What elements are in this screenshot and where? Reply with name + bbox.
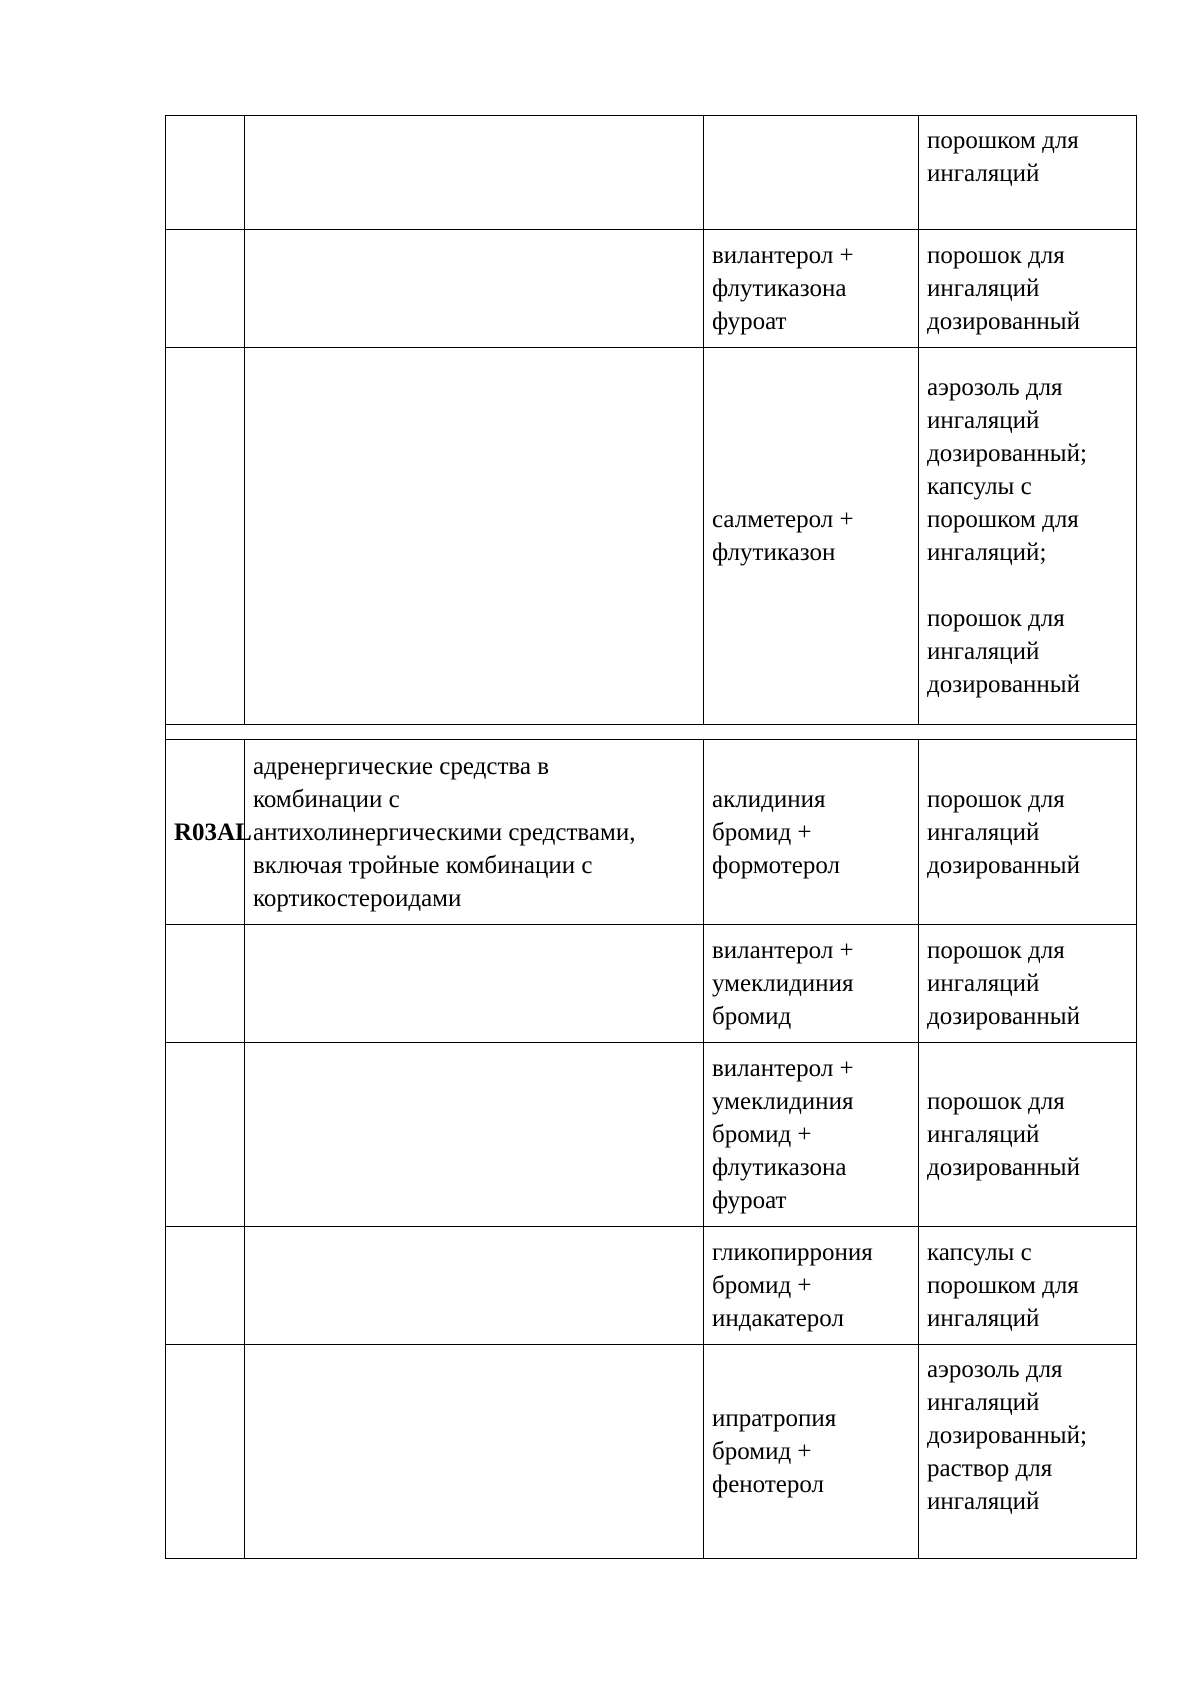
drug-line: формотерол bbox=[712, 851, 840, 879]
form-line: ингаляций bbox=[927, 970, 1040, 997]
form-cell bbox=[919, 740, 1137, 925]
spacer-cell bbox=[166, 725, 1137, 740]
drug-line: вилантерол + bbox=[712, 242, 854, 269]
group-cell bbox=[245, 925, 704, 1043]
atc-code-cell bbox=[166, 1345, 245, 1559]
form-line: порошок для bbox=[927, 937, 1065, 964]
group-cell bbox=[245, 116, 704, 230]
form-line: порошок для bbox=[927, 785, 1065, 813]
drug-line: умеклидиния bbox=[712, 1088, 854, 1115]
form-cell bbox=[919, 348, 1137, 725]
form-cell bbox=[919, 116, 1137, 230]
form-line: дозированный; bbox=[927, 440, 1087, 467]
table-row bbox=[166, 116, 1137, 230]
group-cell bbox=[245, 230, 704, 348]
form-cell bbox=[919, 925, 1137, 1043]
form-line: ингаляций bbox=[927, 160, 1040, 187]
group-line: адренергические средства в bbox=[253, 752, 550, 780]
drug-line: ипратропия bbox=[712, 1405, 837, 1432]
form-line: капсулы с bbox=[927, 473, 1032, 500]
drug-line: вилантерол + bbox=[712, 1055, 854, 1082]
table-row bbox=[166, 1227, 1137, 1345]
form-line: порошок для bbox=[927, 605, 1065, 632]
drug-line: салметерол + bbox=[712, 506, 854, 533]
drug-line: флутиказон bbox=[712, 539, 836, 566]
drug-line: фуроат bbox=[712, 308, 787, 335]
form-line: аэрозоль для bbox=[927, 1356, 1063, 1383]
table-row bbox=[166, 348, 1137, 725]
drug-cell bbox=[704, 116, 919, 230]
drug-line: гликопиррония bbox=[712, 1239, 873, 1266]
form-cell bbox=[919, 1043, 1137, 1227]
form-line: капсулы с bbox=[927, 1239, 1032, 1266]
table-row bbox=[166, 230, 1137, 348]
atc-code-cell bbox=[166, 348, 245, 725]
drug-cell bbox=[704, 348, 919, 725]
group-cell bbox=[245, 348, 704, 725]
form-line: дозированный bbox=[927, 671, 1080, 698]
drug-cell bbox=[704, 230, 919, 348]
form-line: раствор для bbox=[927, 1455, 1053, 1482]
drug-line: фуроат bbox=[712, 1187, 787, 1214]
group-cell bbox=[245, 740, 704, 925]
table-row bbox=[166, 740, 1137, 925]
form-line: ингаляций bbox=[927, 1389, 1040, 1416]
drug-line: фенотерол bbox=[712, 1471, 825, 1498]
form-line: ингаляций bbox=[927, 275, 1040, 302]
group-line: кортикостероидами bbox=[253, 884, 462, 912]
form-line: ингаляций; bbox=[927, 539, 1047, 566]
table-row bbox=[166, 1043, 1137, 1227]
drug-line: индакатерол bbox=[712, 1305, 844, 1332]
drug-line: бромид + bbox=[712, 1121, 812, 1148]
drug-line: бромид + bbox=[712, 1438, 812, 1465]
drug-line: бромид + bbox=[712, 1272, 812, 1299]
drug-cell bbox=[704, 740, 919, 925]
form-line: порошок для bbox=[927, 1088, 1065, 1115]
form-line: дозированный bbox=[927, 1003, 1080, 1030]
drug-line: флутиказона bbox=[712, 275, 847, 302]
drug-cell bbox=[704, 1227, 919, 1345]
drug-cell bbox=[704, 1345, 919, 1559]
drug-line: флутиказона bbox=[712, 1154, 847, 1181]
form-cell bbox=[919, 1345, 1137, 1559]
form-cell bbox=[919, 230, 1137, 348]
table-row bbox=[166, 925, 1137, 1043]
form-line: ингаляций bbox=[927, 1305, 1040, 1332]
drug-line: аклидиния bbox=[712, 785, 826, 813]
form-line: порошком для bbox=[927, 1272, 1079, 1299]
form-cell bbox=[919, 1227, 1137, 1345]
form-line: ингаляций bbox=[927, 818, 1040, 846]
drug-line: бромид bbox=[712, 1003, 792, 1030]
form-line: ингаляций bbox=[927, 638, 1040, 665]
form-line: дозированный bbox=[927, 1154, 1080, 1181]
group-cell bbox=[245, 1043, 704, 1227]
form-line: ингаляций bbox=[927, 1121, 1040, 1148]
form-line: дозированный; bbox=[927, 1422, 1087, 1449]
paragraph-gap bbox=[927, 569, 1128, 602]
group-cell bbox=[245, 1227, 704, 1345]
drug-line: вилантерол + bbox=[712, 937, 854, 964]
group-line: комбинации с bbox=[253, 785, 400, 813]
drug-line: умеклидиния bbox=[712, 970, 854, 997]
atc-code-cell bbox=[166, 1227, 245, 1345]
form-line: порошок для bbox=[927, 242, 1065, 269]
atc-code-cell bbox=[166, 1043, 245, 1227]
drug-line: бромид + bbox=[712, 818, 812, 846]
drug-cell bbox=[704, 925, 919, 1043]
drug-cell bbox=[704, 1043, 919, 1227]
form-line: ингаляций bbox=[927, 407, 1040, 434]
drug-table bbox=[165, 115, 1137, 1559]
form-line: порошком для bbox=[927, 127, 1079, 154]
group-line: антихолинергическими средствами, bbox=[253, 818, 636, 846]
form-line: порошком для bbox=[927, 506, 1079, 533]
table-row bbox=[166, 1345, 1137, 1559]
atc-code-cell bbox=[166, 116, 245, 230]
atc-code-cell bbox=[166, 925, 245, 1043]
group-line: включая тройные комбинации с bbox=[253, 851, 593, 879]
group-cell bbox=[245, 1345, 704, 1559]
spacer-row bbox=[166, 725, 1137, 740]
form-line: дозированный bbox=[927, 308, 1080, 335]
form-line: аэрозоль для bbox=[927, 374, 1063, 401]
form-line: ингаляций bbox=[927, 1488, 1040, 1515]
atc-code-cell: R03AL bbox=[166, 740, 245, 925]
form-line: дозированный bbox=[927, 851, 1080, 879]
atc-code-cell bbox=[166, 230, 245, 348]
